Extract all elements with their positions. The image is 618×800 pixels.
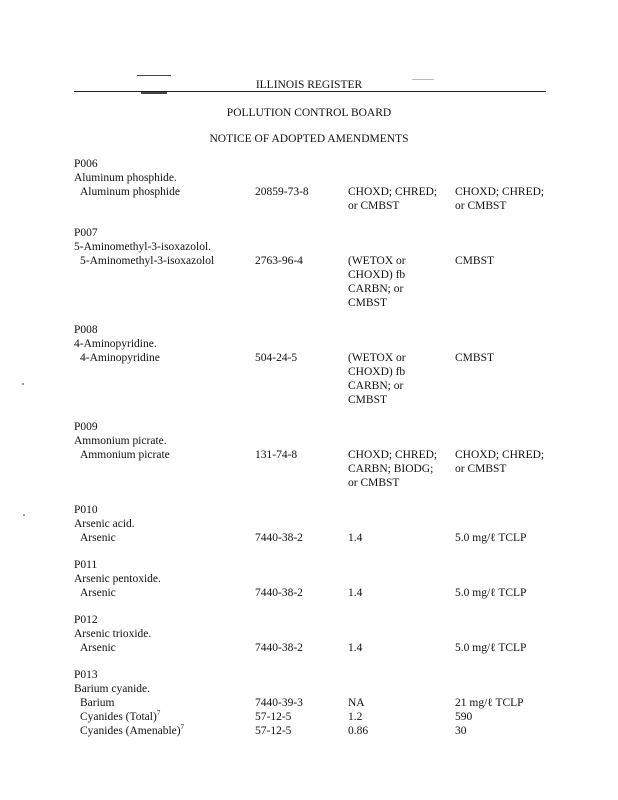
wastewater-standard	[348, 710, 443, 724]
waste-description: Aluminum phosphide.	[74, 172, 177, 184]
waste-entry	[74, 157, 554, 213]
nonwastewater-standard	[455, 448, 560, 476]
nonwastewater-standard	[455, 351, 560, 365]
standard-line: 1.2	[348, 711, 363, 723]
nonwastewater-standard	[455, 531, 560, 545]
scan-mark	[137, 75, 171, 76]
cas-number: 7440-39-3	[255, 697, 303, 709]
nonwastewater-standard	[455, 185, 560, 213]
standard-line: 0.86	[348, 725, 369, 737]
header-rule	[74, 91, 546, 92]
scan-speck	[22, 383, 24, 385]
constituent-name: Barium	[80, 697, 115, 709]
constituent-row	[74, 710, 554, 724]
waste-description: Ammonium picrate.	[74, 435, 167, 447]
constituent-name: Cyanides (Amenable)$^7$	[80, 723, 185, 737]
constituent-name: 5-Aminomethyl-3-isoxazolol	[80, 255, 215, 267]
cas-number: 504-24-5	[255, 352, 298, 364]
standard-line: 5.0 mg/ℓ TCLP	[455, 532, 527, 544]
cas-number: 20859-73-8	[255, 186, 309, 198]
wastewater-standard	[348, 254, 443, 310]
constituent-row	[74, 696, 554, 710]
waste-code: P010	[74, 504, 98, 516]
waste-entry	[74, 323, 554, 407]
nonwastewater-standard	[455, 641, 560, 655]
standard-line: CMBST	[348, 394, 387, 406]
wastewater-standard	[348, 351, 443, 407]
waste-code: P012	[74, 614, 98, 626]
standard-line: CHOXD; CHRED;	[455, 449, 545, 461]
standard-line: 1.4	[348, 587, 363, 599]
wastewater-standard	[348, 641, 443, 655]
wastewater-standard	[348, 696, 443, 710]
wastewater-standard	[348, 448, 443, 490]
waste-description: Barium cyanide.	[74, 683, 151, 695]
constituent-row	[74, 351, 554, 407]
waste-entry	[74, 558, 554, 600]
standard-line: 1.4	[348, 532, 363, 544]
board-name: POLLUTION CONTROL BOARD	[226, 107, 392, 119]
waste-code: P009	[74, 421, 98, 433]
waste-entry	[74, 668, 554, 738]
cas-number: 131-74-8	[255, 449, 298, 461]
scan-speck	[23, 514, 25, 516]
standard-line: or CMBST	[455, 200, 507, 212]
waste-code-table	[74, 157, 554, 751]
footnote-marker: 7	[156, 709, 161, 718]
standard-line: 590	[455, 711, 473, 723]
constituent-row	[74, 254, 554, 310]
waste-code: P007	[74, 227, 98, 239]
standard-line: 5.0 mg/ℓ TCLP	[455, 642, 527, 654]
wastewater-standard	[348, 586, 443, 600]
waste-code: P011	[74, 559, 98, 571]
constituent-row	[74, 185, 554, 213]
waste-entry	[74, 613, 554, 655]
standard-line: 1.4	[348, 642, 363, 654]
cas-number: 7440-38-2	[255, 642, 303, 654]
waste-description: Arsenic trioxide.	[74, 628, 152, 640]
standard-line: (WETOX or	[348, 352, 406, 364]
waste-code: P008	[74, 324, 98, 336]
standard-line: 5.0 mg/ℓ TCLP	[455, 587, 527, 599]
standard-line: 21 mg/ℓ TCLP	[455, 697, 524, 709]
standard-line: 30	[455, 725, 467, 737]
constituent-name: Arsenic	[80, 587, 116, 599]
cas-number: 7440-38-2	[255, 587, 303, 599]
nonwastewater-standard	[455, 254, 560, 268]
notice-title: NOTICE OF ADOPTED AMENDMENTS	[209, 133, 409, 145]
nonwastewater-standard	[455, 710, 560, 724]
standard-line: or CMBST	[455, 463, 507, 475]
waste-entry	[74, 503, 554, 545]
constituent-row	[74, 586, 554, 600]
cas-number: 57-12-5	[255, 711, 292, 723]
wastewater-standard	[348, 724, 443, 738]
waste-description: Arsenic pentoxide.	[74, 573, 161, 585]
constituent-name: 4-Aminopyridine	[80, 352, 160, 364]
constituent-name: Cyanides (Total)$^7$	[80, 709, 161, 723]
waste-code: P006	[74, 158, 98, 170]
standard-line: CHOXD; CHRED;	[348, 186, 438, 198]
standard-line: CMBST	[455, 352, 494, 364]
constituent-name: Arsenic	[80, 642, 116, 654]
standard-line: or CMBST	[348, 477, 400, 489]
waste-description: 4-Aminopyridine.	[74, 338, 157, 350]
standard-line: CMBST	[348, 297, 387, 309]
standard-line: NA	[348, 697, 365, 709]
cas-number: 57-12-5	[255, 725, 292, 737]
register-title: ILLINOIS REGISTER	[255, 79, 363, 91]
standard-line: (WETOX or	[348, 255, 406, 267]
cas-number: 7440-38-2	[255, 532, 303, 544]
standard-line: CHOXD; CHRED;	[455, 186, 545, 198]
standard-line: CHOXD) fb	[348, 366, 406, 378]
constituent-name: Ammonium picrate	[80, 449, 170, 461]
waste-code: P013	[74, 669, 98, 681]
standard-line: or CMBST	[348, 200, 400, 212]
standard-line: CARBN; BIODG;	[348, 463, 434, 475]
nonwastewater-standard	[455, 586, 560, 600]
waste-entry	[74, 226, 554, 310]
footnote-marker: 7	[180, 723, 185, 732]
standard-line: CARBN; or	[348, 283, 404, 295]
constituent-name: Arsenic	[80, 532, 116, 544]
wastewater-standard	[348, 185, 443, 213]
waste-description: Arsenic acid.	[74, 518, 135, 530]
constituent-name: Aluminum phosphide	[80, 186, 180, 198]
standard-line: CHOXD; CHRED;	[348, 449, 438, 461]
constituent-row	[74, 641, 554, 655]
constituent-row	[74, 531, 554, 545]
standard-line: CMBST	[455, 255, 494, 267]
standard-line: CARBN; or	[348, 380, 404, 392]
constituent-row	[74, 724, 554, 738]
nonwastewater-standard	[455, 696, 560, 710]
standard-line: CHOXD) fb	[348, 269, 406, 281]
wastewater-standard	[348, 531, 443, 545]
waste-description: 5-Aminomethyl-3-isoxazolol.	[74, 241, 212, 253]
waste-entry	[74, 420, 554, 490]
nonwastewater-standard	[455, 724, 560, 738]
cas-number: 2763-96-4	[255, 255, 303, 267]
scan-mark	[141, 92, 167, 94]
constituent-row	[74, 448, 554, 490]
